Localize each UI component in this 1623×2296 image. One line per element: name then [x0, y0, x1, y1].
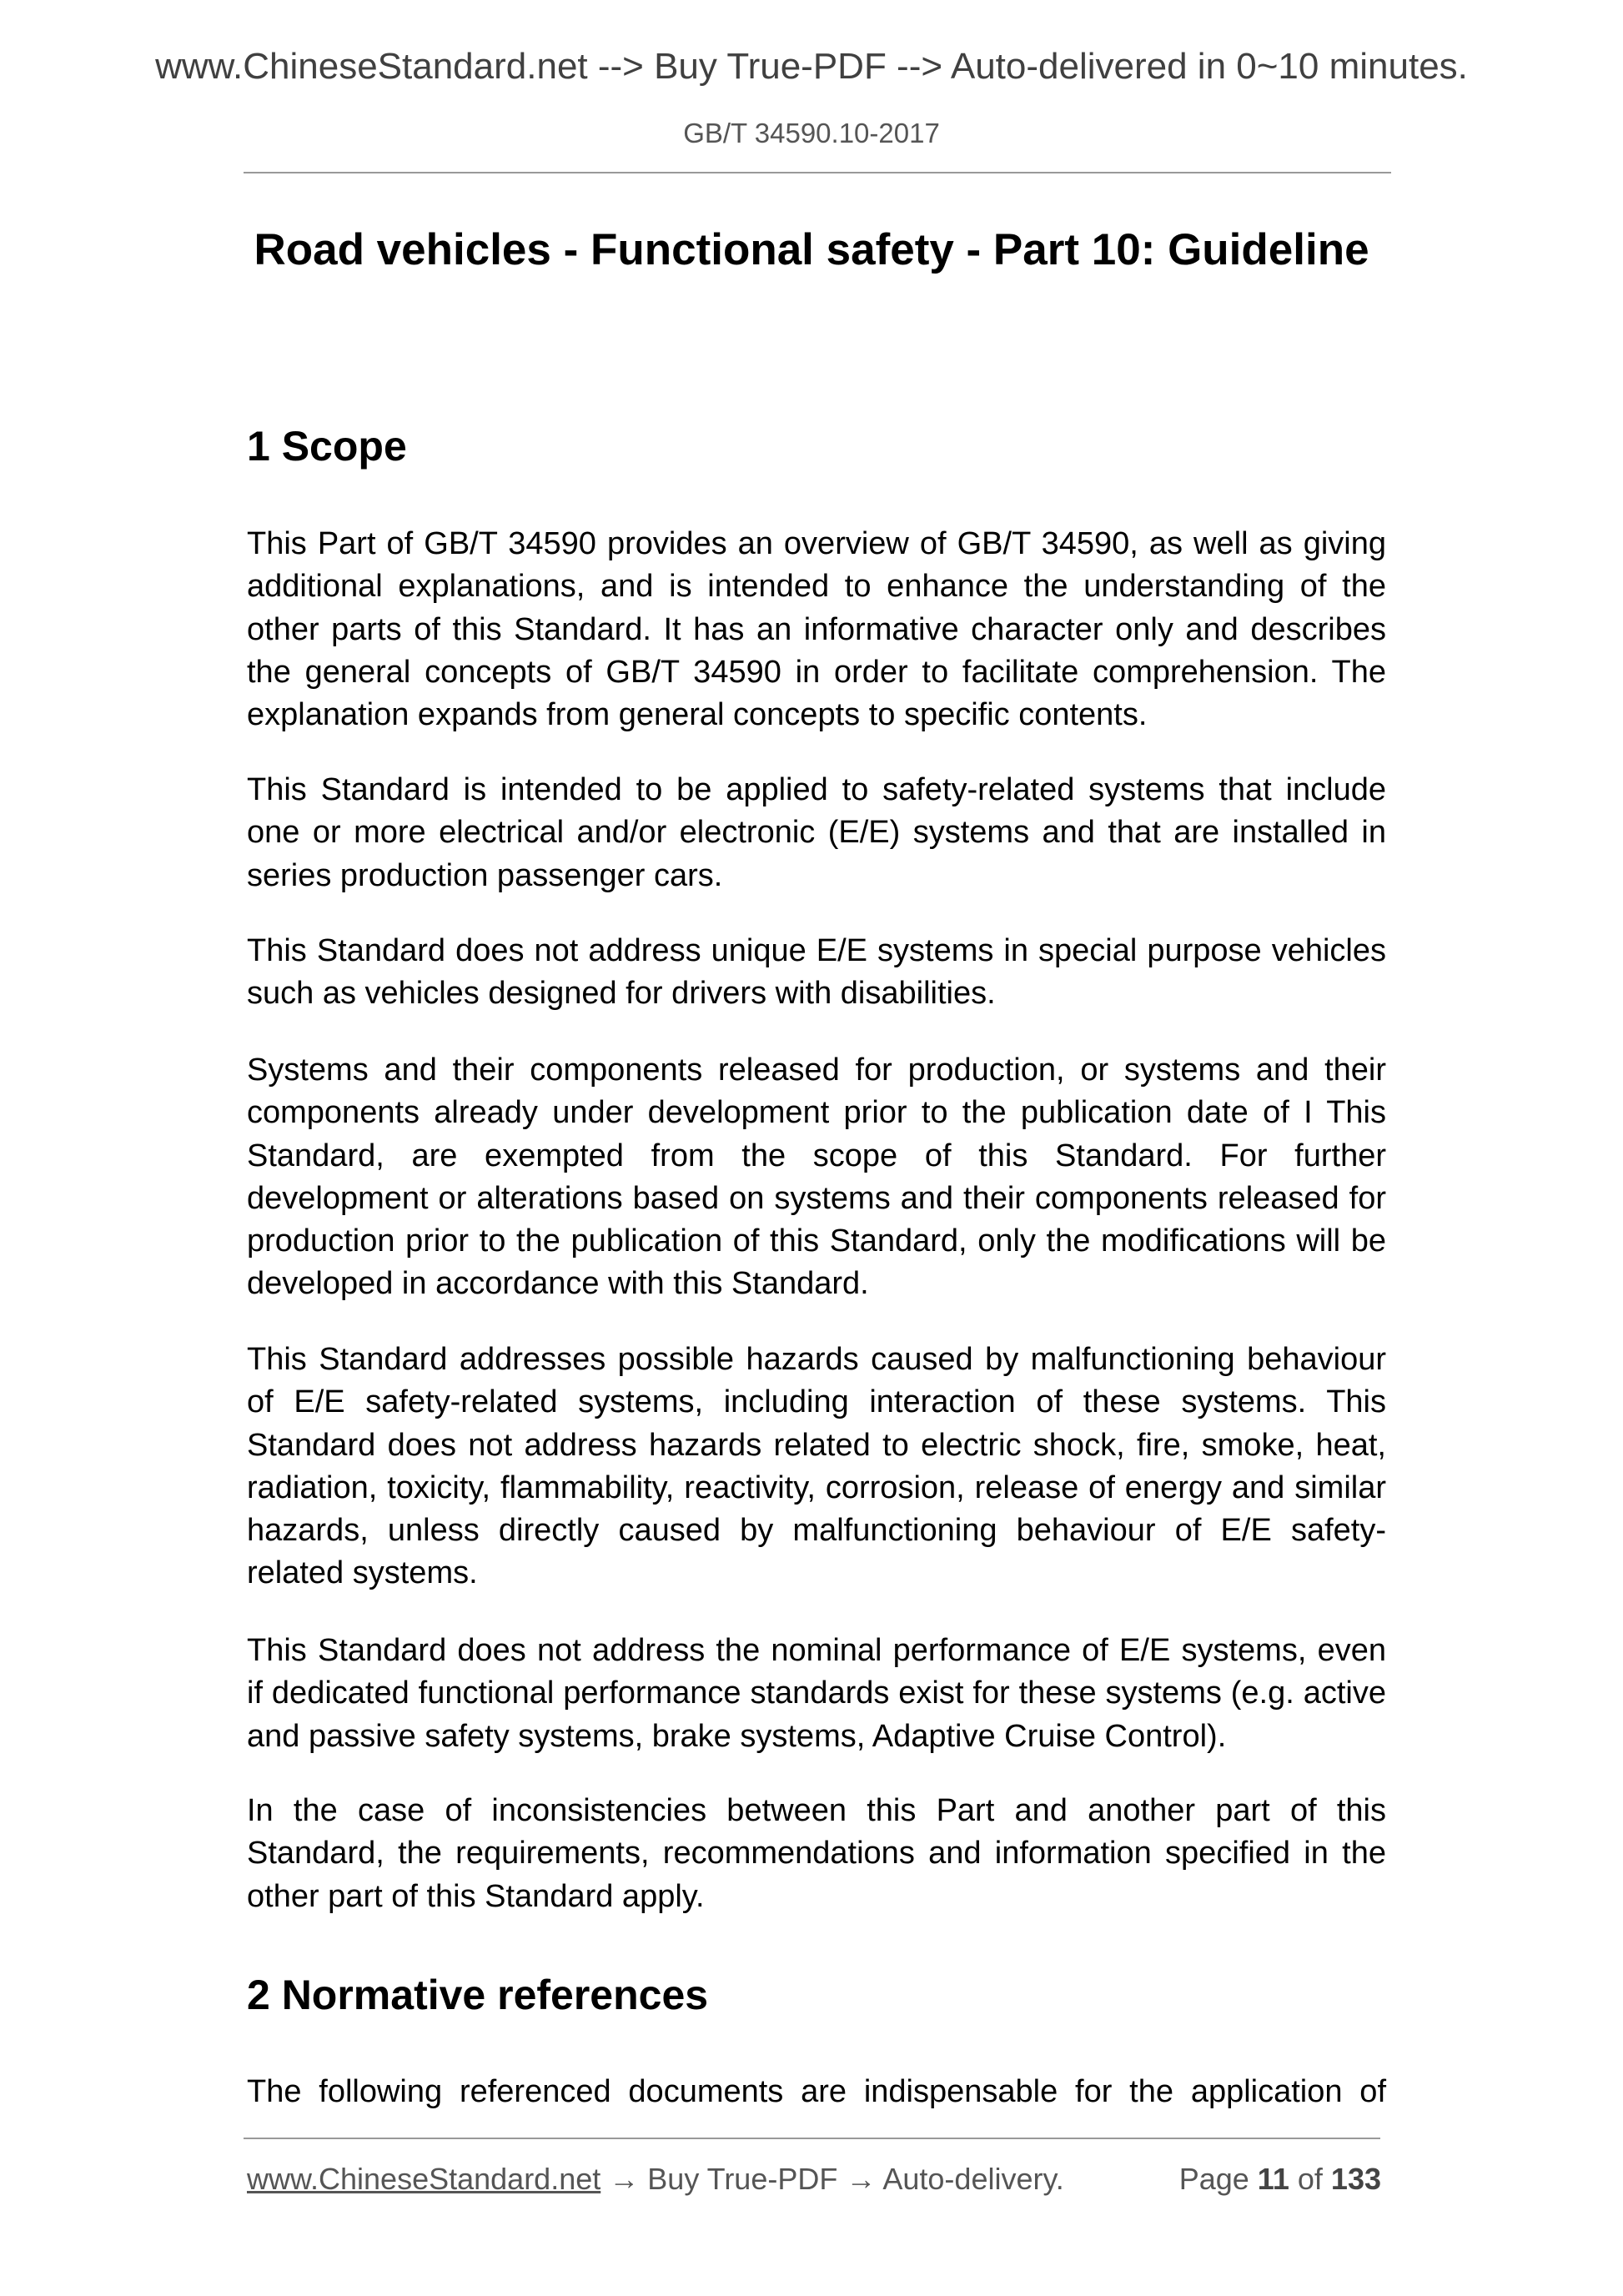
page-indicator [1179, 2160, 1381, 2198]
paragraph: This Part of GB/T 34590 provides an overview of GB/T 34590, as well as giving additional explanations, and is intended to enhance the understanding of the other parts of this Standard. It has an informative character only and describes the general concepts of GB/T 34590 in order to facilitate comprehension. The explanation expands from general concepts to specific contents. [247, 526, 1386, 733]
arrow-icon: → [846, 2162, 877, 2196]
page-of: of [1297, 2162, 1323, 2196]
paragraph: This Standard does not address the nominal performance of E/E systems, even if dedicated functional performance standards exist for these systems (e.g. active and passive safety systems, brake systems, Adaptive Cruise Control). [247, 1633, 1386, 1754]
arrow-icon: → [609, 2162, 640, 2196]
footer-delivery-text: Auto-delivery. [882, 2162, 1064, 2196]
footer-divider [244, 2138, 1380, 2139]
page-current: 11 [1257, 2162, 1289, 2196]
paragraph: This Standard addresses possible hazards caused by malfunctioning behaviour of E/E safety-related systems, including interaction of these systems. This Standard does not address hazards related to electric shock, fire, smoke, heat, radiation, toxicity, flammability, reactivity, corrosion, release of energy and similar hazards, unless directly caused by malfunctioning behaviour of E/E safety-related systems. [247, 1342, 1386, 1591]
footer-buy-text: Buy True-PDF [647, 2162, 838, 2196]
paragraph: The following referenced documents are indispensable for the application of [247, 2074, 1386, 2109]
section-heading-normative-references: 2 Normative references [247, 1972, 709, 2018]
paragraph: In the case of inconsistencies between this Part and another part of this Standard, the requirements, recommendations and information specified in the other part of this Standard apply. [247, 1793, 1386, 1914]
paragraph: This Standard is intended to be applied to safety-related systems that include one or more electrical and/or electronic (E/E) systems and that are installed in series production passenger cars. [247, 772, 1386, 893]
paragraph: Systems and their components released for production, or systems and their components already under development prior to the publication date of I This Standard, are exempted from the scope of this Standard. For further development or alterations based on systems and their components released for production prior to the publication of this Standard, only the modifications will be developed in accordance with this Standard. [247, 1053, 1386, 1302]
header-divider [244, 172, 1391, 173]
page-total: 133 [1330, 2162, 1381, 2196]
document-number: GB/T 34590.10-2017 [683, 118, 940, 148]
paragraph: This Standard does not address unique E/E systems in special purpose vehicles such as vehicles designed for drivers with disabilities. [247, 933, 1386, 1012]
document-title: Road vehicles - Functional safety - Part 10: Guideline [254, 225, 1369, 274]
footer-site-link[interactable]: www.ChineseStandard.net [247, 2162, 601, 2196]
page-label: Page [1178, 2162, 1249, 2196]
promo-banner: www.ChineseStandard.net --> Buy True-PDF --> Auto-delivered in 0~10 minutes. [155, 46, 1468, 87]
section-heading-scope: 1 Scope [247, 423, 407, 470]
page-footer [247, 2160, 1381, 2198]
